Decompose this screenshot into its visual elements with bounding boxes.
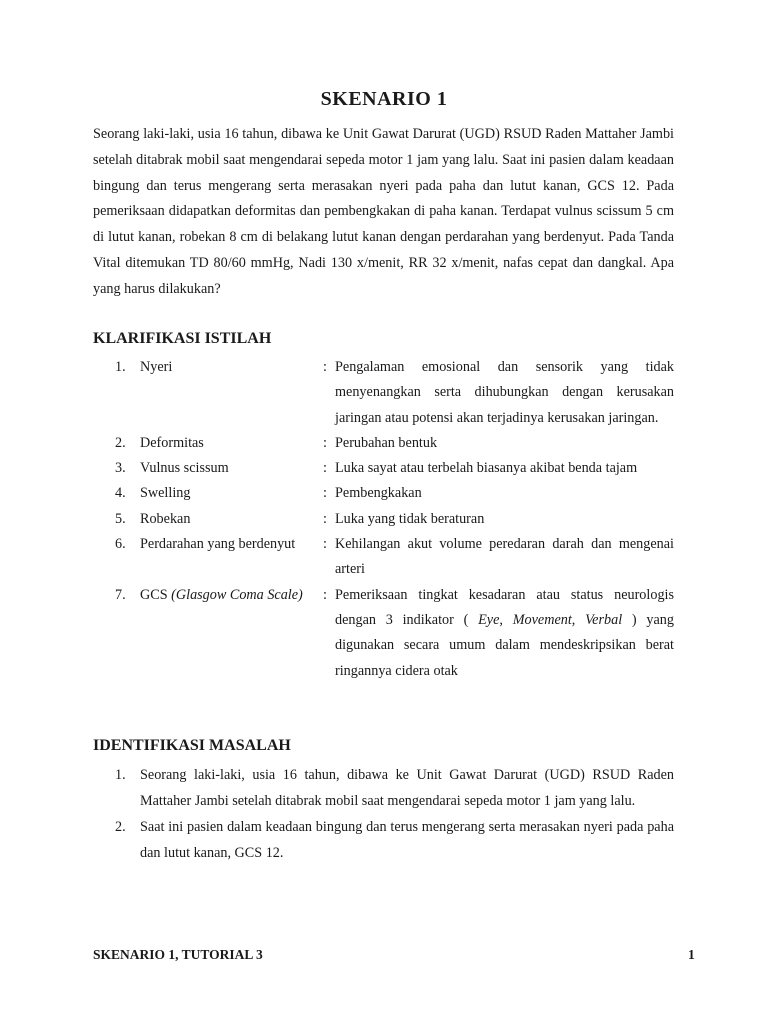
- term-number: 6.: [115, 536, 126, 553]
- term-number: 5.: [115, 510, 126, 527]
- term-name: Robekan: [140, 510, 191, 527]
- term-colon: :: [323, 359, 327, 375]
- term-definition: Pengalaman emosional dan sensorik yang tidak menyenangkan serta dihubungkan dengan kerusakan jaringan atau potensi akan terjadinya kerusakan jaringan.: [335, 359, 674, 426]
- footer-label: SKENARIO 1, TUTORIAL 3: [93, 947, 263, 962]
- term-definition: Pemeriksaan tingkat kesadaran atau status neurologis dengan 3 indikator ( Eye, Movement, Verbal ) yang digunakan secara umum dalam mendeskripsikan berat ringannya cidera otak: [335, 586, 674, 679]
- term-colon: :: [323, 586, 327, 603]
- term-number: 4.: [115, 485, 126, 502]
- term-definition: Luka sayat atau terbelah biasanya akibat benda tajam: [335, 460, 638, 477]
- term-colon: :: [323, 536, 327, 553]
- term-row: [93, 507, 674, 532]
- scenario-paragraph: Seorang laki-laki, usia 16 tahun, dibawa ke Unit Gawat Darurat (UGD) RSUD Raden Mattaher Jambi setelah ditabrak mobil saat mengendarai sepeda motor 1 jam yang lalu. Saat ini pasien dalam keadaan bingung dan terus mengerang serta merasakan nyeri pada paha dan lutut kanan, GCS 12. Pada pemeriksaan didapatkan deformitas dan pembengkakan di paha kanan. Terdapat vulnus scissum 5 cm di lutut kanan, robekan 8 cm di belakang lutut kanan dengan perdarahan yang berdenyut. Pada Tanda Vital ditemukan TD 80/60 mmHg, Nadi 130 x/menit, RR 32 x/menit, nafas cepat dan dangkal. Apa yang harus dilakukan?: [93, 126, 674, 297]
- term-row: [93, 532, 674, 583]
- term-name: Vulnus scissum: [140, 460, 229, 477]
- term-colon: :: [323, 460, 327, 477]
- term-name: Deformitas: [140, 434, 204, 451]
- issues-list: [93, 762, 674, 866]
- term-row: [93, 583, 674, 684]
- term-name: Swelling: [140, 485, 191, 502]
- section-heading-identifikasi: IDENTIFIKASI MASALAH: [93, 737, 291, 754]
- term-definition: Pembengkakan: [335, 485, 422, 502]
- list-item: [93, 814, 674, 866]
- term-definition: Luka yang tidak beraturan: [335, 510, 485, 527]
- term-name: GCS (Glasgow Coma Scale): [140, 586, 303, 603]
- term-row: [93, 456, 674, 481]
- list-item: [93, 762, 674, 814]
- term-definition: Perubahan bentuk: [335, 434, 438, 451]
- page-number: 1: [688, 947, 695, 962]
- term-name: Perdarahan yang berdenyut: [140, 536, 296, 553]
- term-row: [93, 431, 674, 456]
- term-colon: :: [323, 510, 327, 527]
- terms-list: [93, 355, 674, 684]
- issue-text: Seorang laki-laki, usia 16 tahun, dibawa ke Unit Gawat Darurat (UGD) RSUD Raden Mattaher Jambi setelah ditabrak mobil saat mengendarai sepeda motor 1 jam yang lalu.: [140, 767, 674, 809]
- issue-text: Saat ini pasien dalam keadaan bingung dan terus mengerang serta merasakan nyeri pada paha dan lutut kanan, GCS 12.: [140, 819, 674, 861]
- term-number: 7.: [115, 586, 126, 603]
- section-heading-klarifikasi: KLARIFIKASI ISTILAH: [93, 330, 272, 347]
- term-number: 2.: [115, 434, 126, 451]
- term-row: [93, 481, 674, 506]
- term-colon: :: [323, 485, 327, 502]
- term-name: Nyeri: [140, 359, 173, 375]
- issue-number: 1.: [115, 767, 126, 783]
- page-title: SKENARIO 1: [320, 88, 448, 110]
- term-colon: :: [323, 434, 327, 451]
- issue-number: 2.: [115, 819, 126, 835]
- term-row: [93, 355, 674, 431]
- term-number: 1.: [115, 359, 126, 375]
- term-definition: Kehilangan akut volume peredaran darah dan mengenai arteri: [335, 536, 674, 578]
- term-number: 3.: [115, 460, 126, 477]
